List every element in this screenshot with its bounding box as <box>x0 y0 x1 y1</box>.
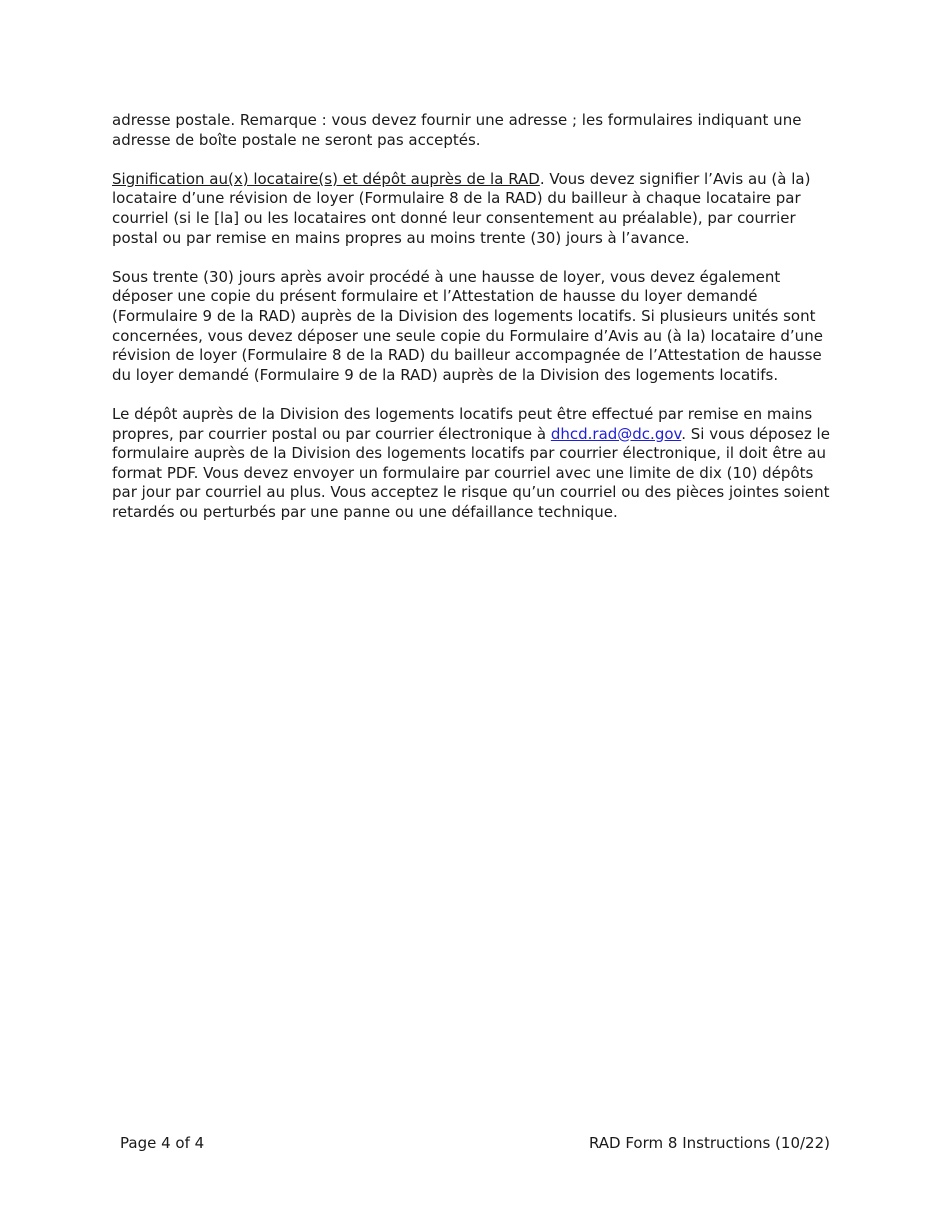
paragraph-filing-methods-text-before: Le dépôt auprès de la Division des logements locatifs peut être effectué par remise en mains propres, par courrier postal ou par courrier électronique à <box>112 404 813 443</box>
email-link[interactable]: dhcd.rad@dc.gov <box>550 424 682 443</box>
paragraph-postal-address <box>112 111 832 150</box>
page-footer <box>120 1133 830 1153</box>
page-number: Page 4 of 4 <box>120 1134 205 1152</box>
paragraph-service-text: . Vous devez signifier l’Avis au (à la) locataire d’une révision de loyer (Formulaire 8 de la RAD) du bailleur à chaque locataire par courriel (si le [la] ou les locataires ont donné leur consentement au préalable), par courrier postal ou par remise en mains propres au moins trente (30) jours à l’avance. <box>112 169 811 247</box>
paragraph-filing-deadline <box>112 268 832 386</box>
paragraph-filing-methods-text-after: . Si vous déposez le formulaire auprès de la Division des logements locatifs par courrier électronique, il doit être au format PDF. Vous devez envoyer un formulaire par courriel avec une limite de dix (10) dépôts par jour par courriel au plus. Vous acceptez le risque qu’un courriel ou des pièces jointes soient retardés ou perturbés par une panne ou une défaillance technique. <box>112 424 830 521</box>
paragraph-filing-methods <box>112 405 832 523</box>
form-reference: RAD Form 8 Instructions (10/22) <box>588 1134 830 1152</box>
paragraph-service-and-filing <box>112 170 832 248</box>
paragraph-postal-address-text: adresse postale. Remarque : vous devez fournir une adresse ; les formulaires indiquant une adresse de boîte postale ne seront pas acceptés. <box>112 111 802 149</box>
paragraph-filing-deadline-text: Sous trente (30) jours après avoir procédé à une hausse de loyer, vous devez également déposer une copie du présent formulaire et l’Attestation de hausse du loyer demandé (Formulaire 9 de la RAD) auprès de la Division des logements locatifs. Si plusieurs unités sont concernées, vous devez déposer une seule copie du Formulaire d’Avis au (à la) locataire d’une révision de loyer (Formulaire 8 de la RAD) du bailleur accompagnée de l’Attestation de hausse du loyer demandé (Formulaire 9 de la RAD) auprès de la Division des logements locatifs. <box>112 267 823 384</box>
section-heading-service: Signification au(x) locataire(s) et dépôt auprès de la RAD <box>112 169 540 188</box>
document-body <box>112 111 832 522</box>
